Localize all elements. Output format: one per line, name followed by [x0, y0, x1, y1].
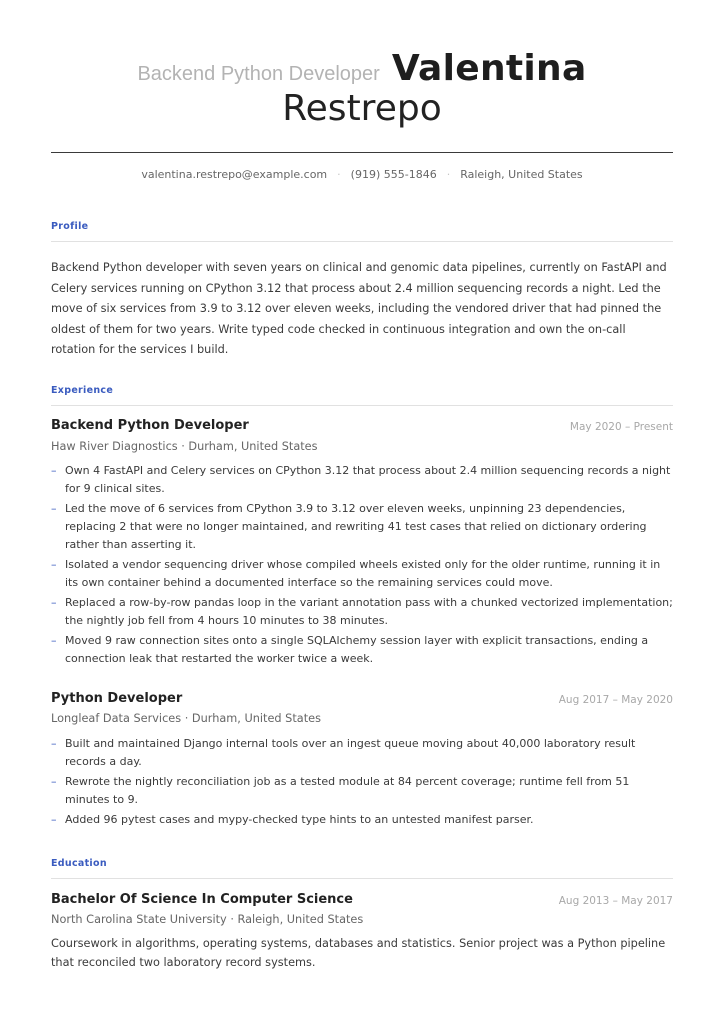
section-label-education: Education [51, 858, 107, 869]
job-organization: Longleaf Data Services · Durham, United States [51, 712, 321, 725]
job-dates: May 2020 – Present [569, 421, 673, 433]
section-label-experience: Experience [51, 385, 114, 396]
profile-summary: Backend Python developer with seven years on clinical and genomic data pipelines, currently on FastAPI and Celery services running on CPython 3.12 that process about 2.4 million sequencing records a night. Led the move of six services from 3.9 to 3.12 over eleven weeks, including the vendored driver that had pinned the oldest of them for two years. Write typed code checked in continuous integration and own the on-call rotation for the services I build. [51, 261, 667, 356]
separator-dot: · [337, 168, 341, 181]
contact-email[interactable]: valentina.restrepo@example.com [141, 168, 328, 181]
list-item: – Added 96 pytest cases and mypy-checked type hints to an untested manifest parser. [51, 811, 673, 829]
contact-phone[interactable]: (919) 555-1846 [350, 168, 437, 181]
education-description: Coursework in algorithms, operating systems, databases and statistics. Senior project was a Python pipeline that reconciled two laboratory record systems. [51, 937, 666, 969]
section-divider [51, 241, 673, 242]
degree-title: Bachelor Of Science In Computer Science [51, 892, 353, 907]
header-divider [51, 152, 673, 153]
school-name: North Carolina State University · Raleigh, United States [51, 913, 364, 926]
job-title: Backend Python Developer [51, 418, 249, 433]
job-title: Python Developer [51, 691, 183, 706]
resume-header [0, 48, 724, 129]
contact-line [0, 168, 724, 181]
list-item: – Replaced a row-by-row pandas loop in the variant annotation pass with a chunked vectorized implementation; the nightly job fell from 4 hours 10 minutes to 38 minutes. [51, 594, 673, 630]
list-item: – Led the move of 6 services from CPython 3.9 to 3.12 over eleven weeks, unpinning 23 dependencies, replacing 2 that were no longer maintained, and rewriting 41 test cases that relied on dictionary ordering rather than asserting it. [51, 500, 673, 554]
last-name: Restrepo [282, 88, 442, 129]
list-item: – Isolated a vendor sequencing driver whose compiled wheels existed only for the older runtime, running it in its own container behind a documented interface so the remaining services could move. [51, 556, 673, 592]
separator-dot: · [446, 168, 451, 181]
job-organization: Haw River Diagnostics · Durham, United States [51, 440, 318, 453]
list-item: – Own 4 FastAPI and Celery services on CPython 3.12 that process about 2.4 million sequencing records a night for 9 clinical sites. [51, 462, 673, 498]
job-bullets [51, 735, 673, 831]
list-item: – Rewrote the nightly reconciliation job as a tested module at 84 percent coverage; runtime fell from 51 minutes to 9. [51, 773, 673, 809]
list-item: – Moved 9 raw connection sites onto a single SQLAlchemy session layer with explicit transactions, ending a connection leak that restarted the worker twice a week. [51, 632, 673, 668]
education-dates: Aug 2013 – May 2017 [558, 895, 673, 907]
job-dates: Aug 2017 – May 2020 [558, 694, 673, 706]
contact-location: Raleigh, United States [460, 168, 583, 181]
job-bullets [51, 462, 673, 670]
section-divider [51, 405, 673, 406]
job-role: Backend Python Developer [137, 63, 380, 85]
name-line [0, 48, 724, 89]
section-divider [51, 878, 673, 879]
list-item: – Built and maintained Django internal tools over an ingest queue moving about 40,000 laboratory result records a day. [51, 735, 673, 771]
section-label-profile: Profile [51, 221, 89, 232]
first-name: Valentina [391, 48, 587, 89]
